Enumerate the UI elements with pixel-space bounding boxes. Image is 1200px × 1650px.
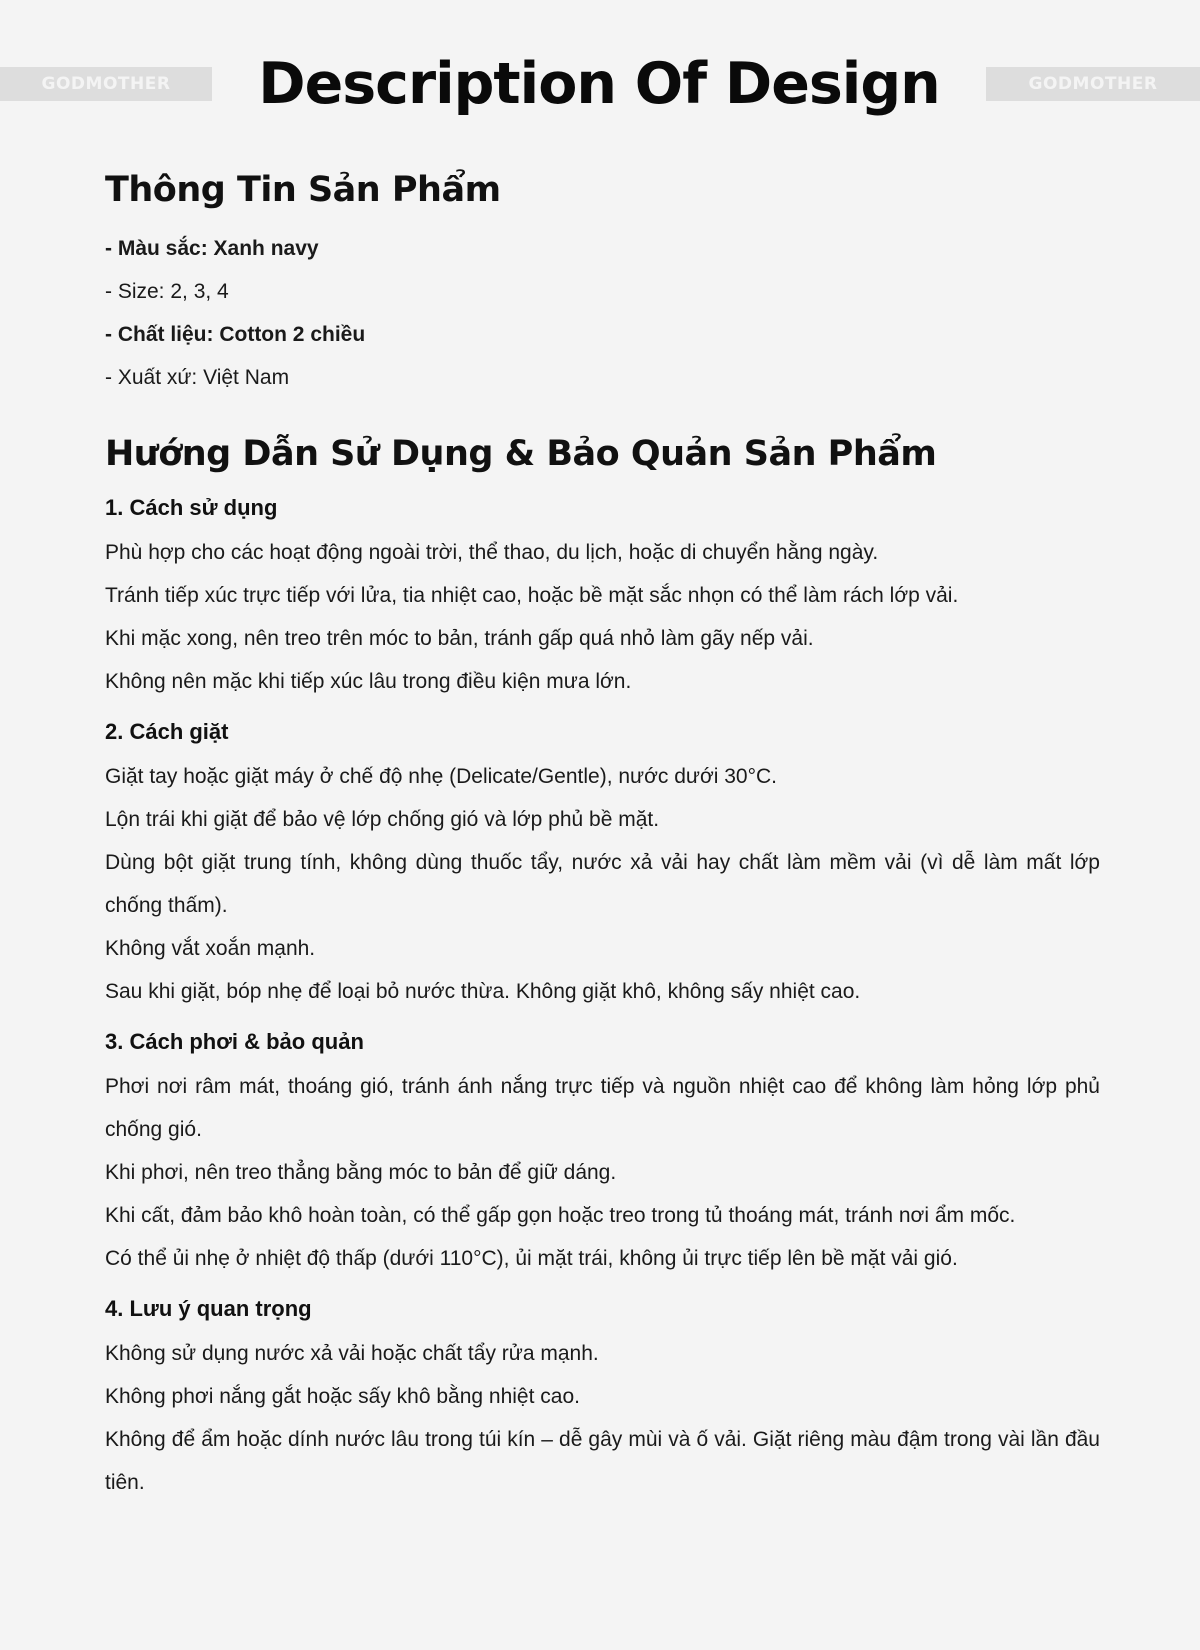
drying-storage-paragraph: Khi phơi, nên treo thẳng bằng móc to bản để giữ dáng. — [105, 1161, 617, 1184]
usage-section — [105, 493, 1100, 703]
spec-color: - Màu sắc: Xanh navy — [105, 237, 319, 260]
care-guide-section — [105, 429, 1100, 1504]
drying-storage-paragraph: Có thể ủi nhẹ ở nhiệt độ thấp (dưới 110°C), ủi mặt trái, không ủi trực tiếp lên bề mặt vải gió. — [105, 1247, 958, 1270]
spec-material: - Chất liệu: Cotton 2 chiều — [105, 323, 366, 346]
brand-label-left: GODMOTHER — [41, 74, 171, 94]
washing-paragraph: Dùng bột giặt trung tính, không dùng thuốc tẩy, nước xả vải hay chất làm mềm vải (vì dễ làm mất lớp chống thấm). — [105, 851, 1100, 917]
brand-label-right: GODMOTHER — [1028, 74, 1158, 94]
important-notes-heading: 4. Lưu ý quan trọng — [105, 1296, 312, 1321]
washing-section — [105, 717, 1100, 1013]
usage-heading: 1. Cách sử dụng — [105, 495, 278, 520]
brand-band-left — [0, 67, 212, 101]
care-guide-title: Hướng Dẫn Sử Dụng & Bảo Quản Sản Phẩm — [105, 434, 937, 474]
washing-paragraph: Giặt tay hoặc giặt máy ở chế độ nhẹ (Delicate/Gentle), nước dưới 30°C. — [105, 765, 777, 788]
drying-storage-paragraph: Khi cất, đảm bảo khô hoàn toàn, có thể gấp gọn hoặc treo trong tủ thoáng mát, tránh nơi ẩm mốc. — [105, 1204, 1016, 1227]
usage-paragraph: Không nên mặc khi tiếp xúc lâu trong điều kiện mưa lớn. — [105, 670, 632, 693]
drying-storage-section — [105, 1027, 1100, 1280]
spec-size: - Size: 2, 3, 4 — [105, 280, 229, 303]
product-info-title: Thông Tin Sản Phẩm — [105, 170, 501, 210]
drying-storage-heading: 3. Cách phơi & bảo quản — [105, 1029, 364, 1054]
washing-paragraph: Sau khi giặt, bóp nhẹ để loại bỏ nước thừa. Không giặt khô, không sấy nhiệt cao. — [105, 980, 861, 1003]
important-notes-paragraph: Không phơi nắng gắt hoặc sấy khô bằng nhiệt cao. — [105, 1385, 580, 1408]
important-notes-paragraph: Không để ẩm hoặc dính nước lâu trong túi kín – dễ gây mùi và ố vải. Giặt riêng màu đậm trong vài lần đầu tiên. — [105, 1428, 1100, 1494]
spec-origin: - Xuất xứ: Việt Nam — [105, 366, 290, 389]
washing-heading: 2. Cách giặt — [105, 719, 229, 744]
important-notes-paragraph: Không sử dụng nước xả vải hoặc chất tẩy rửa mạnh. — [105, 1342, 599, 1365]
page-header — [0, 0, 1200, 170]
document-body — [105, 165, 1100, 1504]
washing-paragraph: Không vắt xoắn mạnh. — [105, 937, 316, 960]
usage-paragraph: Phù hợp cho các hoạt động ngoài trời, thể thao, du lịch, hoặc di chuyển hằng ngày. — [105, 541, 879, 564]
drying-storage-paragraph: Phơi nơi râm mát, thoáng gió, tránh ánh nắng trực tiếp và nguồn nhiệt cao để không làm hỏng lớp phủ chống gió. — [105, 1075, 1100, 1141]
brand-band-right — [986, 67, 1200, 101]
usage-paragraph: Tránh tiếp xúc trực tiếp với lửa, tia nhiệt cao, hoặc bề mặt sắc nhọn có thể làm rách lớp vải. — [105, 584, 959, 607]
page-title: Description Of Design — [258, 51, 940, 117]
product-spec-list — [105, 227, 1100, 399]
washing-paragraph: Lộn trái khi giặt để bảo vệ lớp chống gió và lớp phủ bề mặt. — [105, 808, 660, 831]
important-notes-section — [105, 1294, 1100, 1504]
usage-paragraph: Khi mặc xong, nên treo trên móc to bản, tránh gấp quá nhỏ làm gãy nếp vải. — [105, 627, 814, 650]
product-info-section — [105, 165, 1100, 399]
